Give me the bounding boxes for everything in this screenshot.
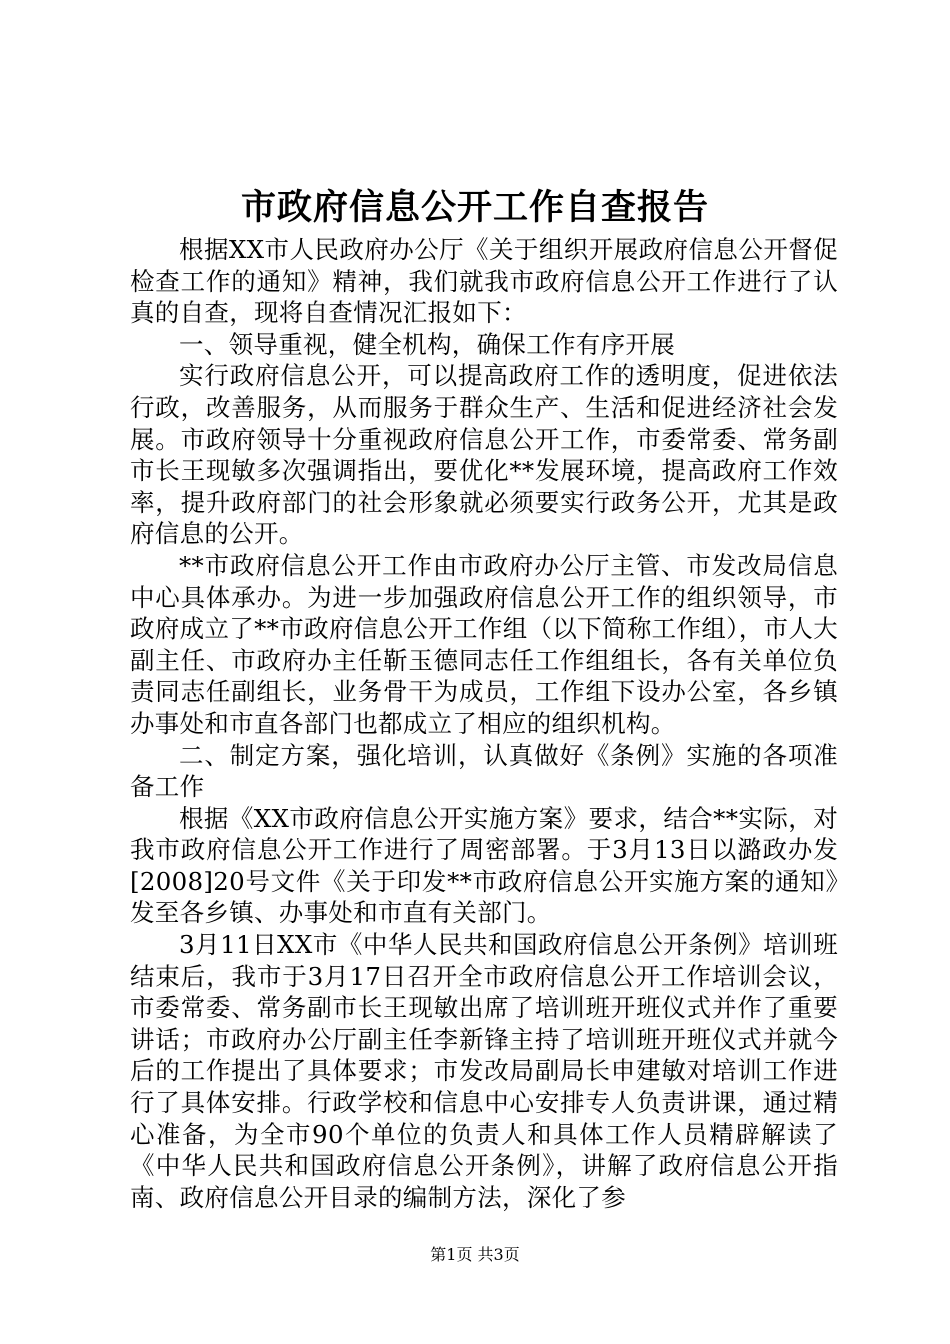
page-number-footer: 第1页 共3页 <box>430 1245 520 1264</box>
document-body <box>130 234 838 1213</box>
paragraph-intro: 根据XX市人民政府办公厅《关于组织开展政府信息公开督促检查工作的通知》精神，我们就我市政府信息公开工作进行了认真的自查，现将自查情况汇报如下： <box>130 235 838 328</box>
document-title: 市政府信息公开工作自查报告 <box>240 187 709 228</box>
section-heading-2: 二、制定方案，强化培训，认真做好《条例》实施的各项准备工作 <box>130 740 838 802</box>
paragraph: 实行政府信息公开，可以提高政府工作的透明度，促进依法行政，改善服务，从而服务于群众生产、生活和促进经济社会发展。市政府领导十分重视政府信息公开工作，市委常委、常务副市长王现敏多次强调指出，要优化**发展环境，提高政府工作效率，提升政府部门的社会形象就必须要实行政务公开，尤其是政府信息的公开。 <box>130 361 838 549</box>
paragraph: **市政府信息公开工作由市政府办公厅主管、市发改局信息中心具体承办。为进一步加强政府信息公开工作的组织领导，市政府成立了**市政府信息公开工作组（以下简称工作组），市人大副主任、市政府办主任靳玉德同志任工作组组长，各有关单位负责同志任副组长，业务骨干为成员，工作组下设办公室，各乡镇办事处和市直各部门也都成立了相应的组织机构。 <box>130 550 838 738</box>
paragraph: 根据《XX市政府信息公开实施方案》要求，结合**实际，对我市政府信息公开工作进行了周密部署。于3月13日以潞政办发[2008]20号文件《关于印发**市政府信息公开实施方案的通知》发至各乡镇、办事处和市直有关部门。 <box>130 803 838 928</box>
section-heading-1: 一、领导重视，健全机构，确保工作有序开展 <box>179 329 675 359</box>
paragraph: 3月11日XX市《中华人民共和国政府信息公开条例》培训班结束后，我市于3月17日召开全市政府信息公开工作培训会议，市委常委、常务副市长王现敏出席了培训班开班仪式并作了重要讲话；市政府办公厅副主任李新锋主持了培训班开班仪式并就今后的工作提出了具体要求；市发改局副局长申建敏对培训工作进行了具体安排。行政学校和信息中心安排专人负责讲课，通过精心准备，为全市90个单位的负责人和具体工作人员精辟解读了《中华人民共和国政府信息公开条例》，讲解了政府信息公开指南、政府信息公开目录的编制方法，深化了参 <box>130 930 838 1212</box>
